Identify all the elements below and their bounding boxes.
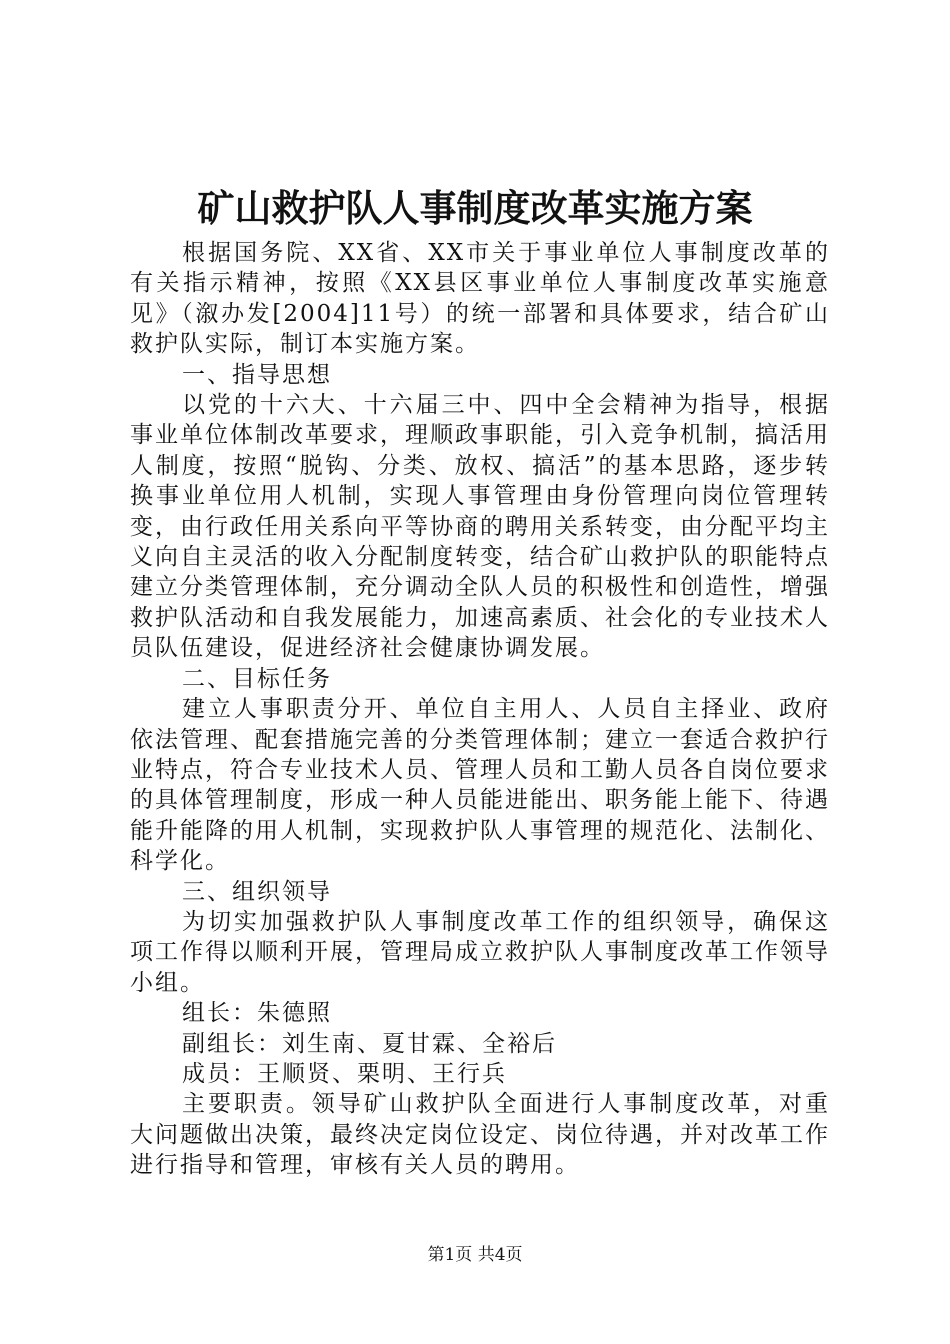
section-heading-goals: 二、目标任务 xyxy=(182,665,332,692)
document-body xyxy=(130,238,830,1181)
paragraph-leadership: 为切实加强救护队人事制度改革工作的组织领导，确保这项工作得以顺利开展，管理局成立救护队人事制度改革工作领导小组。 xyxy=(130,908,830,996)
paragraph-goals: 建立人事职责分开、单位自主用人、人员自主择业、政府依法管理、配套措施完善的分类管理体制；建立一套适合救护行业特点，符合专业技术人员、管理人员和工勤人员各自岗位要求的具体管理制度，形成一种人员能进能出、职务能上能下、待遇能升能降的用人机制，实现救护队人事管理的规范化、法制化、科学化。 xyxy=(130,696,830,875)
page-number-footer: 第1页 共4页 xyxy=(427,1245,523,1265)
paragraph-guiding-ideology: 以党的十六大、十六届三中、四中全会精神为指导，根据事业单位体制改革要求，理顺政事职能，引入竞争机制，搞活用人制度，按照“脱钩、分类、放权、搞活”的基本思路，逐步转换事业单位用人机制，实现人事管理由身份管理向岗位管理转变，由行政任用关系向平等协商的聘用关系转变，由分配平均主义向自主灵活的收入分配制度转变，结合矿山救护队的职能特点建立分类管理体制，充分调动全队人员的积极性和创造性，增强救护队活动和自我发展能力，加速高素质、社会化的专业技术人员队伍建设，促进经济社会健康协调发展。 xyxy=(130,392,830,662)
members-line: 成员：王顺贤、栗明、王行兵 xyxy=(182,1060,507,1087)
deputy-leader-line: 副组长：刘生南、夏甘霖、全裕后 xyxy=(182,1030,557,1057)
document-title: 矿山救护队人事制度改革实施方案 xyxy=(197,186,753,230)
team-leader-line: 组长：朱德照 xyxy=(182,1000,332,1027)
section-heading-guiding-ideology: 一、指导思想 xyxy=(182,361,332,388)
section-heading-leadership: 三、组织领导 xyxy=(182,878,332,905)
paragraph-intro: 根据国务院、XX省、XX市关于事业单位人事制度改革的有关指示精神，按照《XX县区事业单位人事制度改革实施意见》（溆办发[2004]11号）的统一部署和具体要求，结合矿山救护队实际，制订本实施方案。 xyxy=(130,240,830,358)
paragraph-responsibilities: 主要职责。领导矿山救护队全面进行人事制度改革，对重大问题做出决策，最终决定岗位设定、岗位待遇，并对改革工作进行指导和管理，审核有关人员的聘用。 xyxy=(130,1091,830,1179)
